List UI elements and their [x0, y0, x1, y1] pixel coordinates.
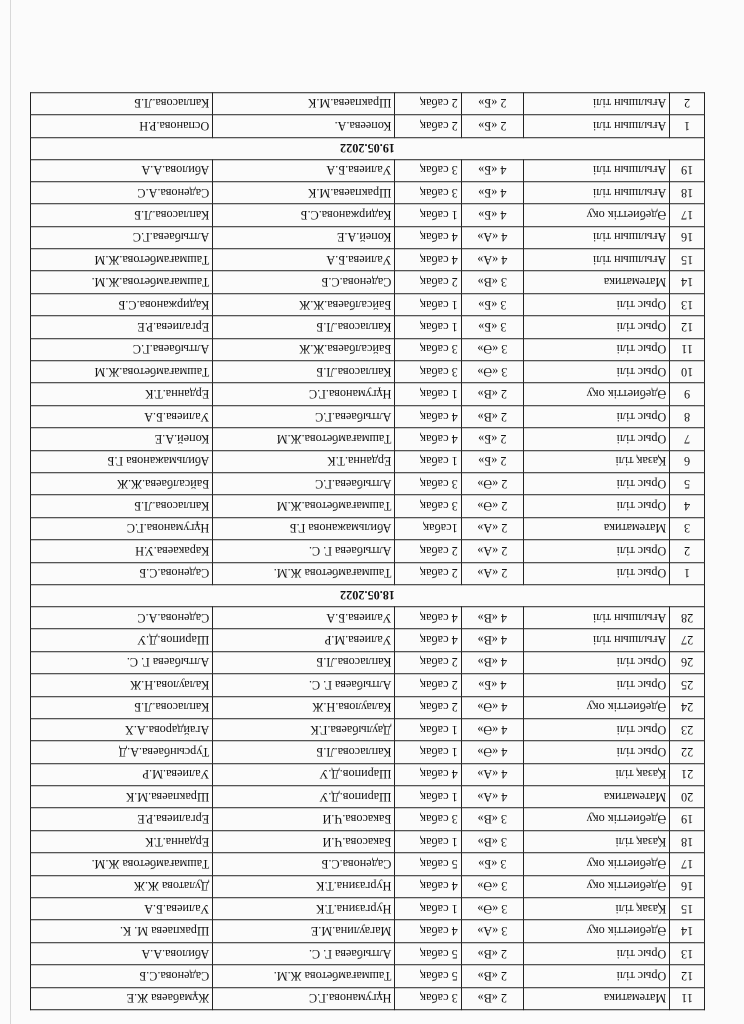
table-row: [31, 853, 705, 875]
teacher-cell: Ташмағамбетова.Ж.М: [213, 428, 395, 450]
subject-cell: Ағылшын тілі: [523, 607, 669, 629]
observer-cell: Агайдарова.А.Х: [31, 719, 213, 741]
teacher-cell: Ташмағамбетова Ж.М.: [213, 562, 395, 584]
row-number: 9: [670, 383, 705, 405]
class-cell: 3 «Б»: [461, 294, 523, 316]
teacher-cell: Байсалбаева.Ж.Ж: [213, 338, 395, 360]
lesson-cell: 4 сабақ: [395, 763, 461, 785]
table-row: [31, 93, 705, 115]
table-row: [31, 361, 705, 383]
teacher-cell: Нургазина.Т.К: [213, 875, 395, 897]
row-number: 22: [670, 741, 705, 763]
row-number: 3: [670, 518, 705, 540]
lesson-cell: 1 сабақ: [395, 450, 461, 472]
subject-cell: Орыс тілі: [523, 428, 669, 450]
row-number: 13: [670, 943, 705, 965]
subject-cell: Орыс тілі: [523, 361, 669, 383]
row-number: 17: [670, 853, 705, 875]
teacher-cell: Кадиржанова.С.Б: [213, 204, 395, 226]
observer-cell: Ергалиева.Р.Е: [31, 808, 213, 830]
row-number: 1: [670, 115, 705, 137]
table-row: [31, 518, 705, 540]
teacher-cell: Ерданна.Т.К: [213, 450, 395, 472]
teacher-cell: Нургазина.Т.К: [213, 898, 395, 920]
teacher-cell: Бакасова.Ч.И: [213, 831, 395, 853]
subject-cell: Орыс тілі: [523, 943, 669, 965]
teacher-cell: Алтыбаева Г. С.: [213, 943, 395, 965]
observer-cell: Уалиева.Б.А: [31, 898, 213, 920]
row-number: 16: [670, 875, 705, 897]
lesson-cell: 5 сабақ: [395, 965, 461, 987]
observer-cell: Капласова.Л.Б: [31, 93, 213, 115]
row-number: 19: [670, 159, 705, 181]
teacher-cell: Уалиева.Б.А: [213, 159, 395, 181]
observer-cell: Абилова.А.А: [31, 943, 213, 965]
table-row: [31, 473, 705, 495]
teacher-cell: Ташмағамбетова Ж.М.: [213, 965, 395, 987]
lesson-cell: 1 сабақ: [395, 383, 461, 405]
table-row: [31, 495, 705, 517]
lesson-cell: 3 сабақ: [395, 987, 461, 1009]
subject-cell: Қазақ тілі: [523, 831, 669, 853]
row-number: 15: [670, 898, 705, 920]
table-row: [31, 898, 705, 920]
class-cell: 4 «А»: [461, 763, 523, 785]
table-row: [31, 294, 705, 316]
subject-cell: Орыс тілі: [523, 495, 669, 517]
subject-cell: Орыс тілі: [523, 406, 669, 428]
table-row: [31, 696, 705, 718]
teacher-cell: Алтыбаева.Г.С: [213, 406, 395, 428]
lesson-cell: 2 сабақ: [395, 115, 461, 137]
subject-cell: Ағылшын тілі: [523, 629, 669, 651]
observer-cell: Ташмағамбетова Ж.М.: [31, 853, 213, 875]
table-row: [31, 226, 705, 248]
row-number: 15: [670, 249, 705, 271]
subject-cell: Ағылшын тілі: [523, 115, 669, 137]
table-row: [31, 965, 705, 987]
class-cell: 2 «Ә»: [461, 473, 523, 495]
subject-cell: Әдебиеттік оқу: [523, 853, 669, 875]
subject-cell: Ағылшын тілі: [523, 159, 669, 181]
observer-cell: Ташмағамбетова.Ж.М: [31, 361, 213, 383]
class-cell: 4 «Ә»: [461, 719, 523, 741]
date-heading: 18.05.2022: [31, 585, 705, 607]
class-cell: 4 «Б»: [461, 674, 523, 696]
table-row: [31, 450, 705, 472]
observer-cell: Ерданна.Т.К: [31, 383, 213, 405]
class-cell: 2 «А»: [461, 518, 523, 540]
table-row: [31, 831, 705, 853]
observer-cell: Алтыбаева Г. С.: [31, 651, 213, 673]
lesson-cell: 3 сабақ: [395, 182, 461, 204]
observer-cell: Ерданна.Т.К: [31, 831, 213, 853]
subject-cell: Қазақ тілі: [523, 450, 669, 472]
table-row: [31, 607, 705, 629]
subject-cell: Орыс тілі: [523, 719, 669, 741]
subject-cell: Ағылшын тілі: [523, 182, 669, 204]
row-number: 24: [670, 696, 705, 718]
row-number: 2: [670, 540, 705, 562]
observer-cell: Абильмажанова Г.Б: [31, 450, 213, 472]
row-number: 28: [670, 607, 705, 629]
class-cell: 3 «Ә»: [461, 338, 523, 360]
lesson-cell: 2 сабақ: [395, 93, 461, 115]
teacher-cell: Капласова.Л.Б: [213, 651, 395, 673]
observer-cell: Ташмағамбетова.Ж.М.: [31, 271, 213, 293]
scan-edge-line: [10, 0, 11, 1024]
observer-cell: Байсалбаева.Ж.Ж: [31, 473, 213, 495]
lesson-cell: 4 сабақ: [395, 428, 461, 450]
observer-cell: Уалиева.Б.А: [31, 406, 213, 428]
class-cell: 3 «Б»: [461, 316, 523, 338]
subject-cell: Орыс тілі: [523, 473, 669, 495]
teacher-cell: Алтыбаева Г. С.: [213, 540, 395, 562]
teacher-cell: Уалиева.М.Р: [213, 629, 395, 651]
lesson-cell: 1 сабақ: [395, 741, 461, 763]
class-cell: 2 «Б»: [461, 93, 523, 115]
lesson-cell: 2 сабақ: [395, 696, 461, 718]
teacher-cell: Даулыбаева.Г.К: [213, 719, 395, 741]
lesson-cell: 2 сабақ: [395, 674, 461, 696]
subject-cell: Қазақ тілі: [523, 898, 669, 920]
subject-cell: Математика: [523, 518, 669, 540]
teacher-cell: Нұгуманова.Г.С: [213, 383, 395, 405]
row-number: 13: [670, 294, 705, 316]
class-cell: 2 «Б»: [461, 428, 523, 450]
row-number: 14: [670, 271, 705, 293]
row-number: 20: [670, 786, 705, 808]
lesson-cell: 5 сабақ: [395, 943, 461, 965]
table-row: [31, 651, 705, 673]
row-number: 19: [670, 808, 705, 830]
table-row: [31, 540, 705, 562]
observer-cell: Оспанова.Р.Н: [31, 115, 213, 137]
class-cell: 2 «В»: [461, 943, 523, 965]
row-number: 4: [670, 495, 705, 517]
teacher-cell: Капласова.Л.Б: [213, 361, 395, 383]
row-number: 5: [670, 473, 705, 495]
table-row: [31, 741, 705, 763]
lesson-cell: 3 сабақ: [395, 473, 461, 495]
class-cell: 4 «Б»: [461, 182, 523, 204]
lesson-cell: 1 сабақ: [395, 204, 461, 226]
teacher-cell: Бакасова.Ч.И: [213, 808, 395, 830]
row-number: 18: [670, 831, 705, 853]
lesson-cell: 1 сабақ: [395, 831, 461, 853]
class-cell: 4 «В»: [461, 629, 523, 651]
date-row: [31, 137, 705, 159]
class-cell: 4 «А»: [461, 226, 523, 248]
row-number: 11: [670, 338, 705, 360]
table-row: [31, 562, 705, 584]
lesson-cell: 3 сабақ: [395, 159, 461, 181]
observer-cell: Капласова.Л.Б: [31, 495, 213, 517]
teacher-cell: Алтыбаева.Г.С: [213, 473, 395, 495]
teacher-cell: Абильмажанова Г.Б: [213, 518, 395, 540]
row-number: 26: [670, 651, 705, 673]
lesson-cell: 4 сабақ: [395, 249, 461, 271]
observer-cell: Капласова.Л.Б: [31, 696, 213, 718]
row-number: 1: [670, 562, 705, 584]
teacher-cell: Капласова.Л.Б: [213, 316, 395, 338]
row-number: 12: [670, 965, 705, 987]
teacher-cell: Уалиева.Б.А: [213, 607, 395, 629]
lesson-cell: 1 сабақ: [395, 898, 461, 920]
lesson-cell: 4 сабақ: [395, 920, 461, 942]
subject-cell: Орыс тілі: [523, 965, 669, 987]
subject-cell: Орыс тілі: [523, 674, 669, 696]
table-row: [31, 316, 705, 338]
observer-cell: Саденова.С.Б: [31, 562, 213, 584]
teacher-cell: Копеева.А.: [213, 115, 395, 137]
observer-cell: Нұгуманова.Г.С: [31, 518, 213, 540]
class-cell: 4 «В»: [461, 651, 523, 673]
lesson-cell: 2 сабақ: [395, 271, 461, 293]
observer-cell: Копей.А.Е: [31, 428, 213, 450]
table-row: [31, 719, 705, 741]
observer-cell: Саденова.С.Б: [31, 965, 213, 987]
row-number: 17: [670, 204, 705, 226]
row-number: 21: [670, 763, 705, 785]
teacher-cell: Копей.А.Е: [213, 226, 395, 248]
subject-cell: Орыс тілі: [523, 651, 669, 673]
rotated-document: [30, 92, 705, 1010]
observer-cell: Кадиржанова.С.Б: [31, 294, 213, 316]
subject-cell: Орыс тілі: [523, 540, 669, 562]
observer-cell: Жұмабаева Ж.Е: [31, 987, 213, 1009]
teacher-cell: Уалиева.Б.А: [213, 249, 395, 271]
row-number: 25: [670, 674, 705, 696]
subject-cell: Әдебиеттік оқу: [523, 920, 669, 942]
table-row: [31, 943, 705, 965]
row-number: 2: [670, 93, 705, 115]
subject-cell: Орыс тілі: [523, 562, 669, 584]
table-row: [31, 763, 705, 785]
class-cell: 2 «В»: [461, 987, 523, 1009]
table-row: [31, 808, 705, 830]
class-cell: 3 «В»: [461, 831, 523, 853]
observer-cell: Шракпаева.М.К: [31, 786, 213, 808]
lesson-cell: 1 сабақ: [395, 719, 461, 741]
lesson-cell: 1 сабақ: [395, 294, 461, 316]
table-row: [31, 629, 705, 651]
class-cell: 2 «В»: [461, 383, 523, 405]
row-number: 7: [670, 428, 705, 450]
teacher-cell: Нұгуманова.Г.С: [213, 987, 395, 1009]
class-cell: 3 «Ә»: [461, 875, 523, 897]
table-row: [31, 428, 705, 450]
teacher-cell: Шарипов.Д.У: [213, 763, 395, 785]
lesson-cell: 4 сабақ: [395, 629, 461, 651]
teacher-cell: Ташмағамбетова.Ж.М: [213, 495, 395, 517]
lesson-cell: 1сабақ: [395, 518, 461, 540]
schedule-table-body: [31, 93, 705, 1010]
table-row: [31, 159, 705, 181]
class-cell: 2 «А»: [461, 562, 523, 584]
observer-cell: Турсынбаева.А.Д: [31, 741, 213, 763]
observer-cell: Ергалиева.Р.Е: [31, 316, 213, 338]
subject-cell: Математика: [523, 987, 669, 1009]
subject-cell: Математика: [523, 271, 669, 293]
table-row: [31, 875, 705, 897]
lesson-cell: 2 сабақ: [395, 562, 461, 584]
class-cell: 4 «В»: [461, 607, 523, 629]
class-cell: 4 «Б»: [461, 204, 523, 226]
class-cell: 2 «В»: [461, 965, 523, 987]
lesson-cell: 2 сабақ: [395, 540, 461, 562]
class-cell: 3 «А»: [461, 920, 523, 942]
teacher-cell: Шракпаева.М.К: [213, 182, 395, 204]
lesson-cell: 4 сабақ: [395, 875, 461, 897]
row-number: 10: [670, 361, 705, 383]
lesson-cell: 1 сабақ: [395, 316, 461, 338]
subject-cell: Орыс тілі: [523, 294, 669, 316]
observer-cell: Капласова.Л.Б: [31, 204, 213, 226]
row-number: 11: [670, 987, 705, 1009]
row-number: 6: [670, 450, 705, 472]
teacher-cell: Шарипов.Д.У: [213, 786, 395, 808]
row-number: 8: [670, 406, 705, 428]
lesson-cell: 3 сабақ: [395, 338, 461, 360]
class-cell: 2 «Ә»: [461, 495, 523, 517]
class-cell: 4 «А»: [461, 249, 523, 271]
class-cell: 4 «А»: [461, 786, 523, 808]
row-number: 16: [670, 226, 705, 248]
lesson-cell: 1 сабақ: [395, 786, 461, 808]
lesson-cell: 4 сабақ: [395, 226, 461, 248]
table-row: [31, 786, 705, 808]
teacher-cell: Саденова.С.Б: [213, 271, 395, 293]
teacher-cell: Магаулина.М.Е: [213, 920, 395, 942]
lesson-cell: 2 сабақ: [395, 651, 461, 673]
row-number: 27: [670, 629, 705, 651]
schedule-table: [30, 92, 705, 1010]
class-cell: 3 «Б»: [461, 853, 523, 875]
class-cell: 2 «Б»: [461, 450, 523, 472]
date-heading: 19.05.2022: [31, 137, 705, 159]
observer-cell: Саденова.А.С: [31, 182, 213, 204]
lesson-cell: 5 сабақ: [395, 853, 461, 875]
observer-cell: Ташмағамбетова.Ж.М: [31, 249, 213, 271]
teacher-cell: Шракпаева.М.К: [213, 93, 395, 115]
observer-cell: Каракаева.У.Н: [31, 540, 213, 562]
observer-cell: Уалиева.М.Р: [31, 763, 213, 785]
table-row: [31, 383, 705, 405]
subject-cell: Ағылшын тілі: [523, 249, 669, 271]
subject-cell: Әдебиеттік оқу: [523, 875, 669, 897]
class-cell: 3 «Ә»: [461, 361, 523, 383]
observer-cell: Шарипов.Д.У: [31, 629, 213, 651]
teacher-cell: Байсалбаева.Ж.Ж: [213, 294, 395, 316]
subject-cell: Әдебиеттік оқу: [523, 383, 669, 405]
class-cell: 3 «В»: [461, 271, 523, 293]
subject-cell: Қазақ тілі: [523, 763, 669, 785]
class-cell: 2 «В»: [461, 406, 523, 428]
observer-cell: Дулатова Ж.Ж: [31, 875, 213, 897]
table-row: [31, 338, 705, 360]
subject-cell: Орыс тілі: [523, 741, 669, 763]
class-cell: 2 «Б»: [461, 115, 523, 137]
class-cell: 2 «А»: [461, 540, 523, 562]
table-row: [31, 115, 705, 137]
table-row: [31, 920, 705, 942]
observer-cell: Саденова.А.С: [31, 607, 213, 629]
teacher-cell: Капласова.Л.Б: [213, 741, 395, 763]
date-row: [31, 585, 705, 607]
subject-cell: Математика: [523, 786, 669, 808]
subject-cell: Әдебиеттік оқу: [523, 204, 669, 226]
teacher-cell: Калаулова.Н.Ж: [213, 696, 395, 718]
teacher-cell: Саденова.С.Б: [213, 853, 395, 875]
subject-cell: Орыс тілі: [523, 316, 669, 338]
subject-cell: Ағылшын тілі: [523, 93, 669, 115]
table-row: [31, 271, 705, 293]
row-number: 14: [670, 920, 705, 942]
lesson-cell: 3 сабақ: [395, 495, 461, 517]
observer-cell: Алтыбаева.Г.С: [31, 338, 213, 360]
class-cell: 4 «Ә»: [461, 696, 523, 718]
subject-cell: Әдебиеттік оқу: [523, 696, 669, 718]
lesson-cell: 3 сабақ: [395, 808, 461, 830]
row-number: 23: [670, 719, 705, 741]
observer-cell: Алтыбаева.Г.С: [31, 226, 213, 248]
observer-cell: Абилова.А.А: [31, 159, 213, 181]
row-number: 18: [670, 182, 705, 204]
lesson-cell: 4 сабақ: [395, 406, 461, 428]
observer-cell: Калаулова.Н.Ж: [31, 674, 213, 696]
table-row: [31, 987, 705, 1009]
lesson-cell: 4 сабақ: [395, 607, 461, 629]
table-row: [31, 249, 705, 271]
class-cell: 4 «Б»: [461, 159, 523, 181]
table-row: [31, 204, 705, 226]
row-number: 12: [670, 316, 705, 338]
subject-cell: Ағылшын тілі: [523, 226, 669, 248]
teacher-cell: Алтыбаева Г. С.: [213, 674, 395, 696]
subject-cell: Орыс тілі: [523, 338, 669, 360]
table-row: [31, 406, 705, 428]
table-row: [31, 674, 705, 696]
class-cell: 3 «Ә»: [461, 898, 523, 920]
lesson-cell: 3 сабақ: [395, 361, 461, 383]
observer-cell: Шракпаева М. К.: [31, 920, 213, 942]
table-row: [31, 182, 705, 204]
class-cell: 3 «В»: [461, 808, 523, 830]
class-cell: 4 «Ә»: [461, 741, 523, 763]
subject-cell: Әдебиеттік оқу: [523, 808, 669, 830]
